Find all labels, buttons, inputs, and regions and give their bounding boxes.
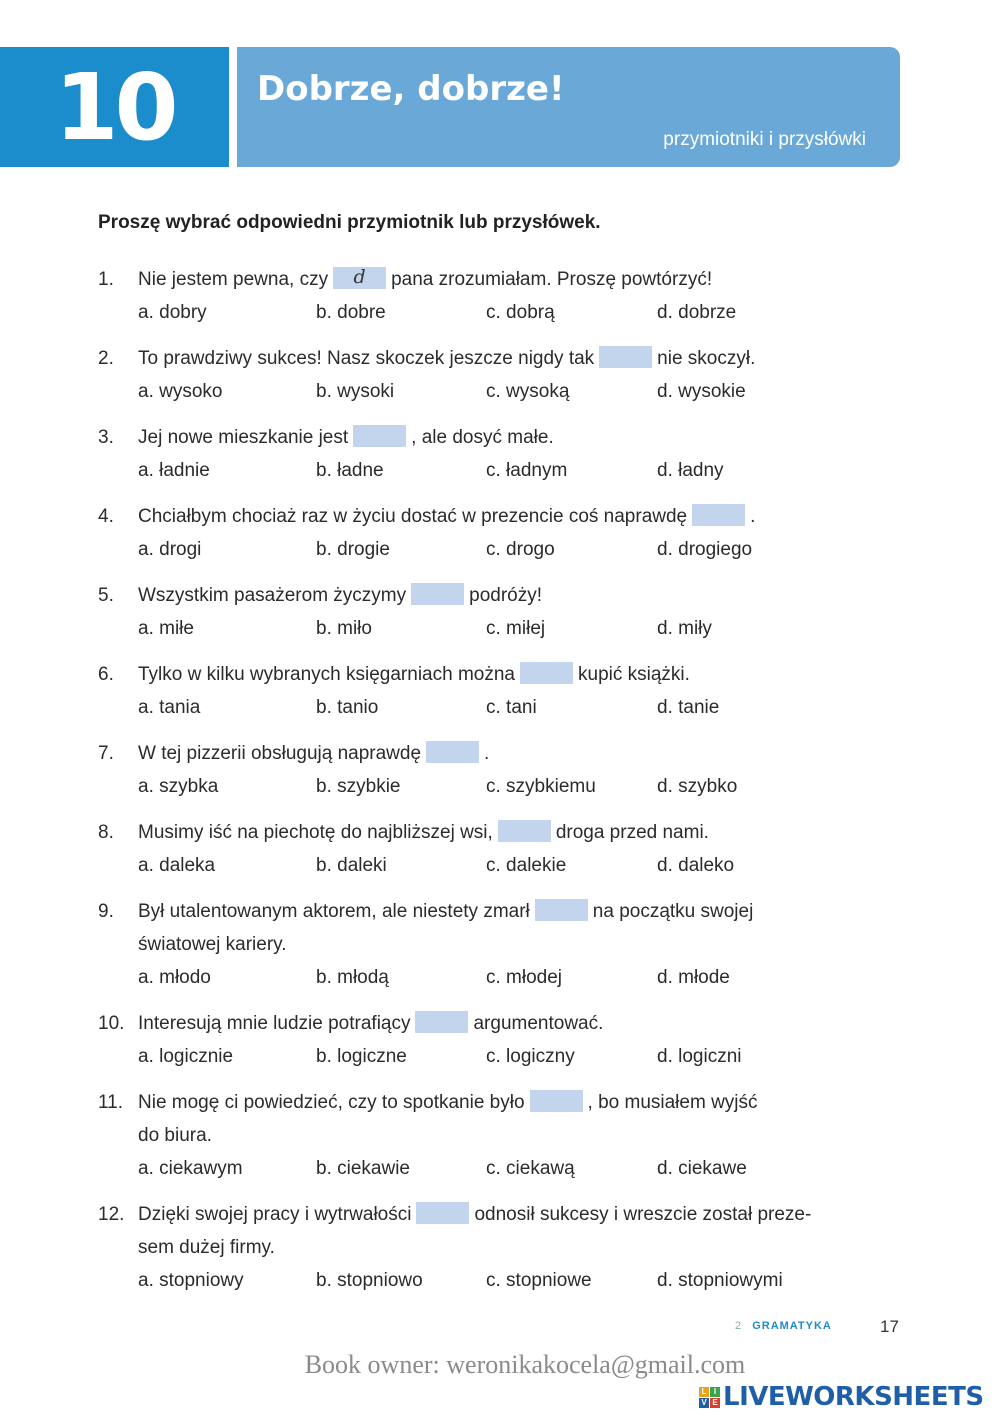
- question-number: 2.: [98, 348, 114, 369]
- option-d: d. tanie: [657, 697, 720, 718]
- question-line: [98, 816, 918, 849]
- question-number: 3.: [98, 427, 114, 448]
- question-text: [138, 928, 287, 961]
- answer-options: [98, 961, 918, 995]
- question-number: 7.: [98, 743, 114, 764]
- question-text-before: Interesują mnie ludzie potrafiący: [138, 1013, 411, 1034]
- option-c: c. wysoką: [486, 381, 570, 402]
- question-text-before: Nie mogę ci powiedzieć, czy to spotkanie było: [138, 1092, 525, 1113]
- option-d: d. drogiego: [657, 539, 753, 560]
- question-number: 8.: [98, 822, 114, 843]
- footer-section-number: 2: [735, 1320, 743, 1332]
- question-line: [98, 737, 918, 770]
- answer-options: [98, 296, 918, 330]
- question-text-before: Nie jestem pewna, czy: [138, 269, 329, 290]
- option-b: b. tanio: [316, 697, 379, 718]
- option-a: a. logicznie: [138, 1046, 234, 1067]
- answer-options: [98, 375, 918, 409]
- option-b: b. młodą: [316, 967, 389, 988]
- question-text: [138, 1198, 811, 1231]
- question-item: [98, 342, 918, 421]
- question-item: [98, 658, 918, 737]
- question-line: [98, 895, 918, 928]
- option-d: d. wysokie: [657, 381, 746, 402]
- question-item: [98, 263, 918, 342]
- logo-tile: E: [710, 1398, 720, 1408]
- question-text-before: Musimy iść na piechotę do najbliższej wsi,: [138, 822, 493, 843]
- question-text-after: , ale dosyć małe.: [411, 427, 554, 448]
- question-item: [98, 737, 918, 816]
- answer-blank[interactable]: [535, 899, 588, 921]
- answer-options: [98, 770, 918, 804]
- answer-options: [98, 1152, 918, 1186]
- question-text-before: sem dużej firmy.: [138, 1237, 275, 1258]
- option-c: c. młodej: [486, 967, 563, 988]
- answer-options: [98, 1040, 918, 1074]
- chapter-subtitle: przymiotniki i przysłówki: [663, 129, 866, 150]
- option-c: c. stopniowe: [486, 1270, 592, 1291]
- option-a: a. miłe: [138, 618, 194, 639]
- question-text-before: Dzięki swojej pracy i wytrwałości: [138, 1204, 412, 1225]
- answer-options: [98, 1264, 918, 1298]
- question-line: [98, 579, 918, 612]
- answer-options: [98, 849, 918, 883]
- answer-options: [98, 454, 918, 488]
- question-text-before: Jej nowe mieszkanie jest: [138, 427, 349, 448]
- question-text-before: światowej kariery.: [138, 934, 287, 955]
- option-d: d. daleko: [657, 855, 735, 876]
- option-a: a. młodo: [138, 967, 211, 988]
- question-text-before: Był utalentowanym aktorem, ale niestety zmarł: [138, 901, 530, 922]
- question-item: [98, 1198, 918, 1310]
- option-d: d. szybko: [657, 776, 738, 797]
- question-line: [98, 421, 918, 454]
- question-item: [98, 1086, 918, 1198]
- question-line: [98, 1086, 918, 1119]
- option-a: a. ciekawym: [138, 1158, 243, 1179]
- option-b: b. miło: [316, 618, 372, 639]
- answer-options: [98, 691, 918, 725]
- option-b: b. logiczne: [316, 1046, 407, 1067]
- question-text: [138, 1231, 275, 1264]
- option-c: c. miłej: [486, 618, 546, 639]
- question-text-before: Tylko w kilku wybranych księgarniach można: [138, 664, 515, 685]
- answer-blank[interactable]: [692, 504, 745, 526]
- answer-blank[interactable]: [416, 1202, 469, 1224]
- question-text-after: kupić książki.: [578, 664, 690, 685]
- question-text-after: podróży!: [469, 585, 543, 606]
- question-text-after: na początku swojej: [592, 901, 754, 922]
- question-number: 12.: [98, 1204, 125, 1225]
- option-d: d. stopniowymi: [657, 1270, 783, 1291]
- question-line: [98, 1119, 918, 1152]
- option-b: b. ładne: [316, 460, 384, 481]
- question-line: [98, 658, 918, 691]
- question-number: 10.: [98, 1013, 125, 1034]
- option-c: c. logiczny: [486, 1046, 575, 1067]
- question-text-after: , bo musiałem wyjść: [587, 1092, 758, 1113]
- question-number: 11.: [98, 1092, 124, 1113]
- option-a: a. daleka: [138, 855, 216, 876]
- option-c: c. tani: [486, 697, 537, 718]
- exercise-instruction: Proszę wybrać odpowiedni przymiotnik lub przysłówek.: [98, 212, 601, 233]
- question-line: [98, 928, 918, 961]
- question-item: [98, 579, 918, 658]
- option-c: c. drogo: [486, 539, 555, 560]
- question-item: [98, 1007, 918, 1086]
- question-line: [98, 1007, 918, 1040]
- question-text-after: nie skoczył.: [657, 348, 756, 369]
- page-number: 17: [880, 1317, 899, 1336]
- option-b: b. wysoki: [316, 381, 395, 402]
- answer-blank[interactable]: [411, 583, 464, 605]
- answer-blank[interactable]: [498, 820, 551, 842]
- question-text: [138, 658, 690, 691]
- option-c: c. ciekawą: [486, 1158, 575, 1179]
- chapter-title: Dobrze, dobrze!: [257, 69, 565, 109]
- question-item: [98, 816, 918, 895]
- question-number: 6.: [98, 664, 114, 685]
- logo-tile: L: [699, 1387, 709, 1397]
- option-b: b. szybkie: [316, 776, 401, 797]
- answer-options: [98, 612, 918, 646]
- option-b: b. daleki: [316, 855, 387, 876]
- question-text: [138, 1007, 603, 1040]
- question-item: [98, 895, 918, 1007]
- logo-text: LIVEWORKSHEETS: [723, 1382, 984, 1412]
- liveworksheets-logo: [699, 1382, 984, 1412]
- question-text-after: droga przed nami.: [555, 822, 709, 843]
- answer-blank[interactable]: [426, 741, 479, 763]
- question-line: [98, 1198, 918, 1231]
- option-c: c. dobrą: [486, 302, 555, 323]
- question-text-after: .: [750, 506, 756, 527]
- option-d: d. logiczni: [657, 1046, 742, 1067]
- question-text-before: To prawdziwy sukces! Nasz skoczek jeszcze nigdy tak: [138, 348, 595, 369]
- question-text-before: W tej pizzerii obsługują naprawdę: [138, 743, 422, 764]
- question-text: [138, 1119, 212, 1152]
- chapter-number: 10: [54, 53, 175, 161]
- option-b: b. dobre: [316, 302, 386, 323]
- question-number: 5.: [98, 585, 114, 606]
- question-line: [98, 263, 918, 296]
- option-d: d. młode: [657, 967, 730, 988]
- chapter-number-box: [0, 47, 229, 167]
- logo-tile: V: [699, 1398, 709, 1408]
- option-a: a. drogi: [138, 539, 202, 560]
- question-list: [98, 263, 918, 1310]
- answer-blank[interactable]: [530, 1090, 583, 1112]
- answer-blank[interactable]: d: [333, 267, 386, 289]
- question-text: [138, 342, 755, 375]
- option-a: a. ładnie: [138, 460, 210, 481]
- question-item: [98, 500, 918, 579]
- question-text: [138, 895, 753, 928]
- question-text-after: odnosił sukcesy i wreszcie został preze-: [474, 1204, 812, 1225]
- footer-section-label: [735, 1320, 832, 1332]
- option-a: a. szybka: [138, 776, 219, 797]
- logo-tiles: [699, 1387, 720, 1408]
- option-a: a. stopniowy: [138, 1270, 244, 1291]
- question-text-after: .: [484, 743, 490, 764]
- chapter-title-box: [237, 47, 900, 167]
- question-line: [98, 500, 918, 533]
- question-text-before: Chciałbym chociaż raz w życiu dostać w prezencie coś naprawdę: [138, 506, 688, 527]
- option-d: d. ładny: [657, 460, 724, 481]
- option-b: b. ciekawie: [316, 1158, 410, 1179]
- question-number: 4.: [98, 506, 114, 527]
- option-b: b. drogie: [316, 539, 390, 560]
- question-number: 1.: [98, 269, 114, 290]
- footer-section-name: GRAMATYKA: [752, 1320, 832, 1332]
- option-a: a. tania: [138, 697, 201, 718]
- question-text: [138, 1086, 758, 1119]
- question-text: [138, 737, 489, 770]
- question-line: [98, 1231, 918, 1264]
- option-d: d. miły: [657, 618, 712, 639]
- question-text-before: do biura.: [138, 1125, 212, 1146]
- option-a: a. dobry: [138, 302, 207, 323]
- question-text-after: pana zrozumiałam. Proszę powtórzyć!: [391, 269, 713, 290]
- option-d: d. dobrze: [657, 302, 737, 323]
- question-text: [138, 263, 712, 296]
- option-c: c. szybkiemu: [486, 776, 596, 797]
- question-item: [98, 421, 918, 500]
- answer-blank[interactable]: [520, 662, 573, 684]
- logo-tile: I: [710, 1387, 720, 1397]
- answer-blank[interactable]: [599, 346, 652, 368]
- question-number: 9.: [98, 901, 114, 922]
- question-text: [138, 816, 709, 849]
- answer-blank[interactable]: [353, 425, 406, 447]
- answer-options: [98, 533, 918, 567]
- question-text-after: argumentować.: [473, 1013, 604, 1034]
- question-text: [138, 421, 554, 454]
- book-owner-watermark: Book owner: weronikakocela@gmail.com: [304, 1350, 746, 1379]
- question-line: [98, 342, 918, 375]
- question-text: [138, 579, 542, 612]
- option-a: a. wysoko: [138, 381, 223, 402]
- option-c: c. ładnym: [486, 460, 568, 481]
- question-text: [138, 500, 755, 533]
- option-d: d. ciekawe: [657, 1158, 747, 1179]
- option-c: c. dalekie: [486, 855, 567, 876]
- answer-blank[interactable]: [415, 1011, 468, 1033]
- question-text-before: Wszystkim pasażerom życzymy: [138, 585, 407, 606]
- option-b: b. stopniowo: [316, 1270, 423, 1291]
